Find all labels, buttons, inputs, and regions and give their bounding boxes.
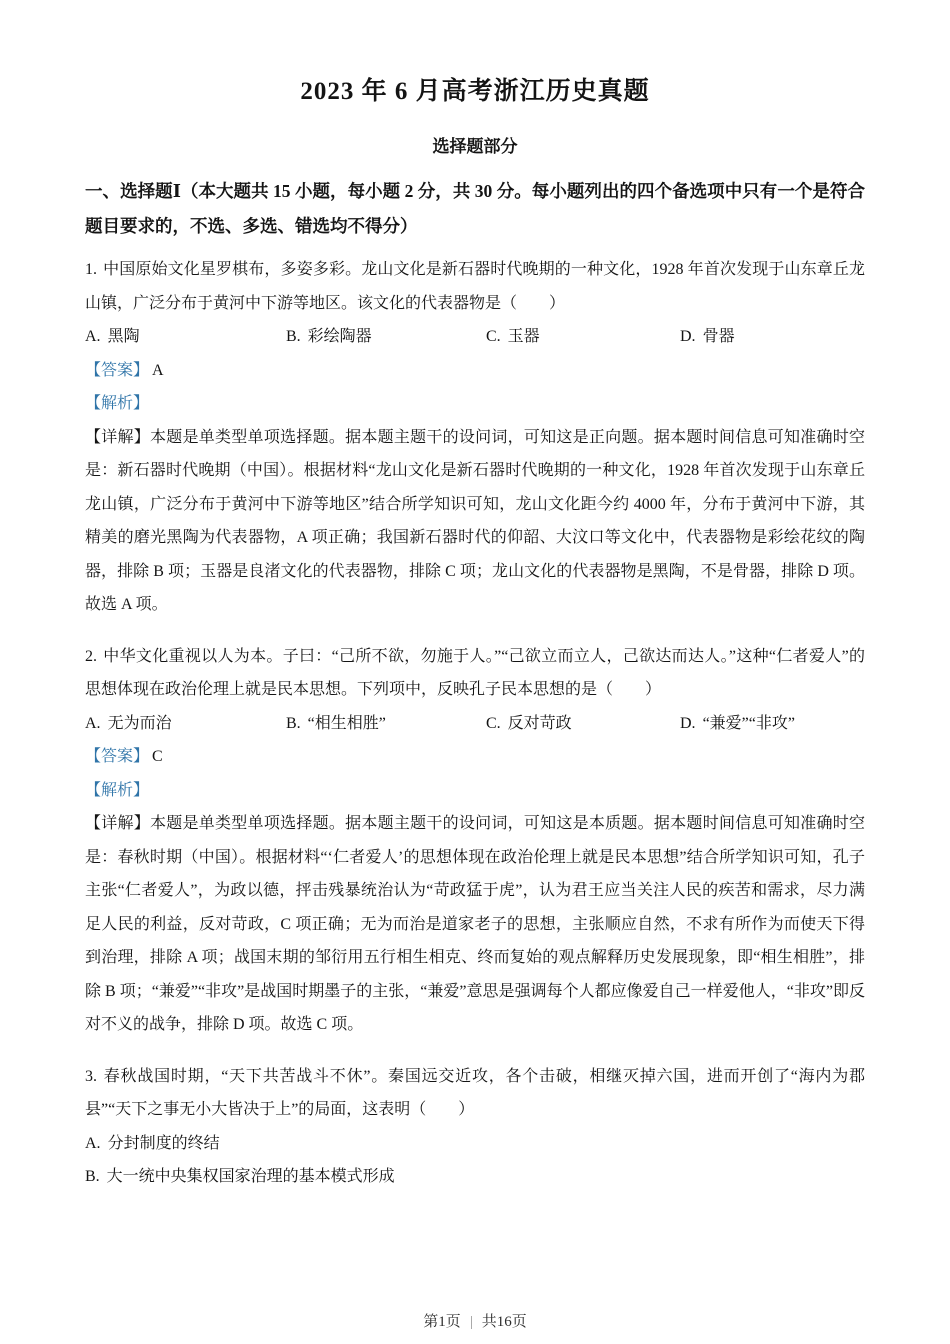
answer-label: 【答案】 <box>85 361 150 379</box>
page-footer <box>0 1310 950 1331</box>
answer-value: C <box>152 748 163 765</box>
option-a-label: A. <box>85 328 101 345</box>
option-b-label: B. <box>286 714 301 732</box>
question-1-options <box>85 320 865 354</box>
question-2-stem <box>85 640 865 707</box>
footer-separator: | <box>470 1314 473 1330</box>
question-3-stem-text: 春秋战国时期，“天下共苦战斗不休”。秦国远交近攻，各个击破，相继灭掉六国，进而开创了“海内为郡县”“天下之事无小大皆决于上”的局面，这表明（ ） <box>85 1067 865 1118</box>
option-a-text: 黑陶 <box>107 328 140 345</box>
option-b-label: B. <box>85 1168 100 1185</box>
option-c-label: C. <box>486 328 501 345</box>
question-3 <box>85 1060 865 1194</box>
question-1-answer-line <box>85 354 865 388</box>
question-2-analysis-line <box>85 774 865 808</box>
answer-label: 【答案】 <box>85 748 150 765</box>
question-3-stem <box>85 1060 865 1127</box>
detail-label: 【详解】 <box>85 815 151 832</box>
question-1-stem <box>85 253 865 320</box>
question-1-option-b <box>286 320 486 354</box>
detail-text: 本题是单类型单项选择题。据本题主题干的设问词，可知这是本质题。据本题时间信息可知准确时空是：春秋时期（中国）。根据材料“‘仁者爱人’的思想体现在政治伦理上就是民本思想”结合所学知识可知，孔子主张“仁者爱人”，为政以德，抨击残暴统治认为“苛政猛于虎”，认为君王应当关注人民的疾苦和需求，尽力满足人民的利益，反对苛政，C 项正确；无为而治是道家老子的思想，主张顺应自然，不求有所作为而使天下得到治理，排除 A 项；战国末期的邹衍用五行相生相克、终而复始的观点解释历史发展现象，即“相生相胜”，排除 B 项；“兼爱”“非攻”是战国时期墨子的主张，“兼爱”意思是强调每个人都应像爱自己一样爱他人，“非攻”即反对不义的战争，排除 D 项。故选 C 项。 <box>85 815 865 1033</box>
option-d-text: 骨器 <box>702 328 735 345</box>
question-2-option-a <box>85 707 286 741</box>
question-1-number: 1. <box>85 261 97 278</box>
question-3-option-b <box>85 1160 865 1194</box>
detail-label: 【详解】 <box>85 428 151 446</box>
answer-value: A <box>152 361 164 379</box>
question-1-option-d <box>680 320 865 354</box>
section-instructions: 一、选择题Ⅰ（本大题共 15 小题，每小题 2 分，共 30 分。每小题列出的四个备选项中只有一个是符合题目要求的，不选、多选、错选均不得分） <box>85 181 865 236</box>
question-2 <box>85 640 865 1042</box>
question-1-option-a <box>85 320 286 354</box>
question-3-number: 3. <box>85 1067 97 1085</box>
option-d-text: “兼爱”“非攻” <box>702 714 795 732</box>
option-a-label: A. <box>85 1134 101 1152</box>
question-2-answer-line <box>85 740 865 774</box>
question-2-number: 2. <box>85 647 97 665</box>
question-2-option-c <box>486 707 680 741</box>
document-title: 2023 年 6 月高考浙江历史真题 <box>300 78 650 105</box>
option-c-text: 反对苛政 <box>507 714 572 732</box>
question-3-option-a <box>85 1127 865 1161</box>
option-a-text: 分封制度的终结 <box>107 1134 220 1152</box>
question-2-option-d <box>680 707 865 741</box>
question-1-option-c <box>486 320 680 354</box>
question-2-detail <box>85 807 865 1042</box>
option-b-text: 大一统中央集权国家治理的基本模式形成 <box>106 1168 395 1185</box>
question-2-options <box>85 707 865 741</box>
question-1 <box>85 253 865 622</box>
option-d-label: D. <box>680 328 696 345</box>
option-d-label: D. <box>680 714 696 732</box>
part-title: 选择题部分 <box>432 137 518 156</box>
question-1-analysis-line <box>85 387 865 421</box>
option-b-label: B. <box>286 328 301 345</box>
question-1-stem-text: 中国原始文化星罗棋布，多姿多彩。龙山文化是新石器时代晚期的一种文化，1928 年首次发现于山东章丘龙山镇，广泛分布于黄河中下游等地区。该文化的代表器物是（ ） <box>85 261 865 312</box>
question-2-stem-text: 中华文化重视以人为本。子曰：“己所不欲，勿施于人。”“己欲立而立人，己欲达而达人。”这种“仁者爱人”的思想体现在政治伦理上就是民本思想。下列项中，反映孔子民本思想的是（ ） <box>85 647 865 698</box>
detail-text: 本题是单类型单项选择题。据本题主题干的设问词，可知这是正向题。据本题时间信息可知准确时空是：新石器时代晚期（中国）。根据材料“龙山文化是新石器时代晚期的一种文化，1928 年首次发现于山东章丘龙山镇，广泛分布于黄河中下游等地区”结合所学知识可知，龙山文化距今约 4000 年，分布于黄河中下游，其精美的磨光黑陶为代表器物，A 项正确；我国新石器时代的仰韶、大汶口等文化中，代表器物是彩绘花纹的陶器，排除 B 项；玉器是良渚文化的代表器物，排除 C 项；龙山文化的代表器物是黑陶，不是骨器，排除 D 项。故选 A 项。 <box>85 428 865 613</box>
question-1-detail <box>85 421 865 622</box>
option-b-text: 彩绘陶器 <box>307 328 372 345</box>
footer-current-page: 第1页 <box>423 1314 461 1330</box>
option-c-text: 玉器 <box>507 328 540 345</box>
option-a-label: A. <box>85 714 101 732</box>
analysis-label: 【解析】 <box>85 781 150 799</box>
question-2-option-b <box>286 707 486 741</box>
footer-total-pages: 共16页 <box>481 1314 527 1330</box>
option-c-label: C. <box>486 714 501 732</box>
option-a-text: 无为而治 <box>107 714 172 732</box>
option-b-text: “相生相胜” <box>307 714 386 732</box>
analysis-label: 【解析】 <box>85 395 150 412</box>
